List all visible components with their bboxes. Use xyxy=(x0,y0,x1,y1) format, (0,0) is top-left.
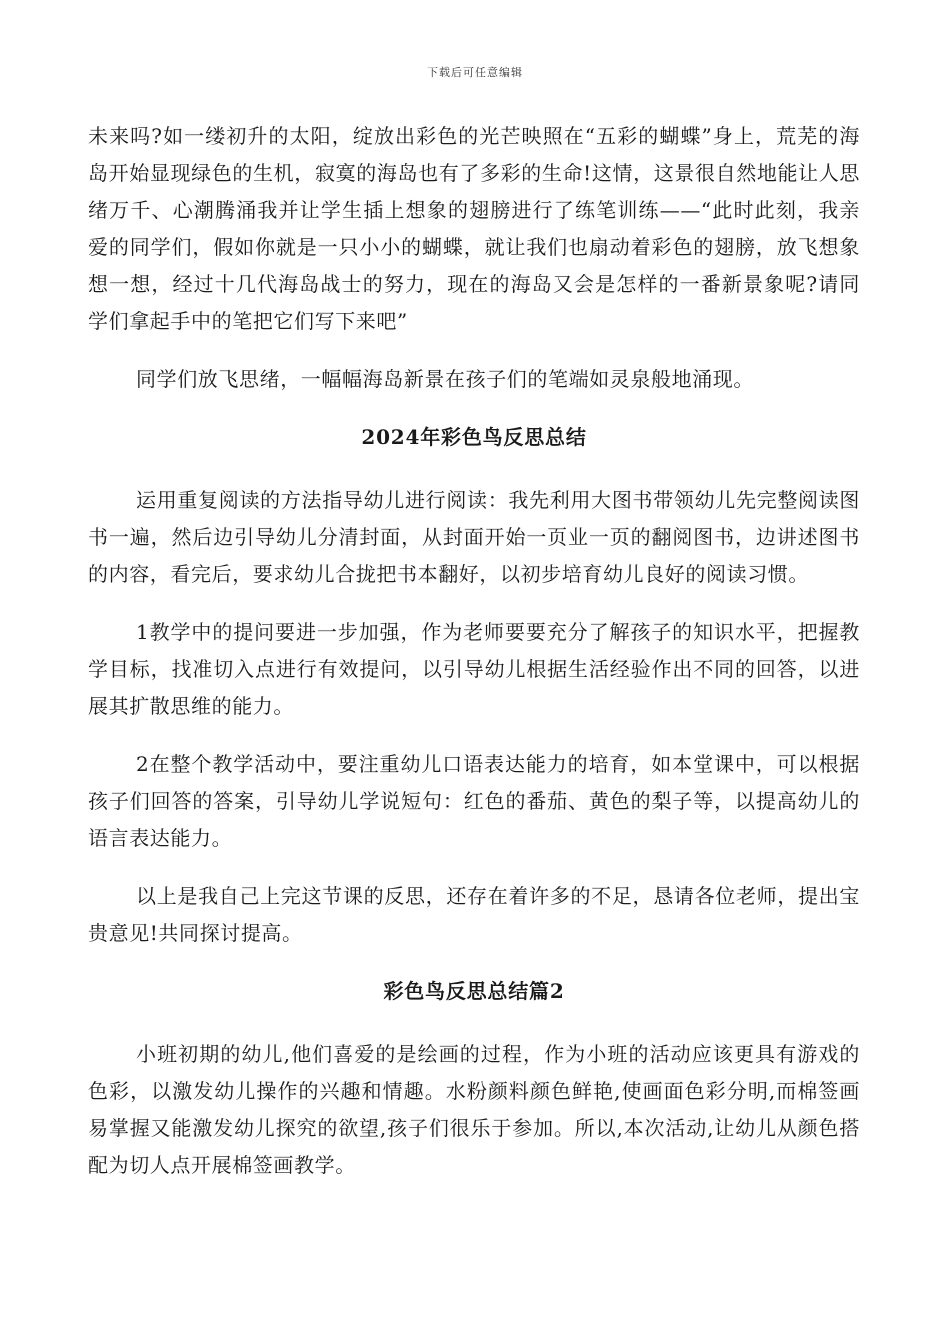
paragraph: 小班初期的幼儿,他们喜爱的是绘画的过程，作为小班的活动应该更具有游戏的色彩，以激发幼儿操作的兴趣和情趣。水粉颜料颜色鲜艳,使画面色彩分明,而棉签画易掌握又能激发幼儿探究的欲望,孩子们很乐于参加。所以,本次活动,让幼儿从颜色搭配为切人点开展棉签画教学。 xyxy=(88,1042,860,1177)
paragraph: 以上是我自己上完这节课的反思，还存在着许多的不足，恳请各位老师，提出宝贵意见!共同探讨提高。 xyxy=(88,884,860,945)
paragraph: 1教学中的提问要进一步加强，作为老师要要充分了解孩子的知识水平，把握教学目标，找准切入点进行有效提问，以引导幼儿根据生活经验作出不同的回答，以进展其扩散思维的能力。 xyxy=(88,620,860,718)
paragraph: 2在整个教学活动中，要注重幼儿口语表达能力的培育，如本堂课中，可以根据孩子们回答的答案，引导幼儿学说短句：红色的番茄、黄色的梨子等，以提高幼儿的语言表达能力。 xyxy=(88,752,860,850)
page-header-note: 下载后可任意编辑 xyxy=(427,66,523,79)
section-heading: 2024年彩色鸟反思总结 xyxy=(361,425,587,449)
paragraph-continuation: 未来吗?如一缕初升的太阳，绽放出彩色的光芒映照在“五彩的蝴蝶”身上，荒芜的海岛开始显现绿色的生机，寂寞的海岛也有了多彩的生命!这情，这景很自然地能让人思绪万千、心潮腾涌我并让学生插上想象的翅膀进行了练笔训练——“此时此刻，我亲爱的同学们，假如你就是一只小小的蝴蝶，就让我们也扇动着彩色的翅膀，放飞想象想一想，经过十几代海岛战士的努力，现在的海岛又会是怎样的一番新景象呢?请同学们拿起手中的笔把它们写下来吧” xyxy=(88,124,860,333)
paragraph: 同学们放飞思绪，一幅幅海岛新景在孩子们的笔端如灵泉般地涌现。 xyxy=(136,367,754,391)
document-body xyxy=(88,118,860,1205)
section-heading: 彩色鸟反思总结篇2 xyxy=(383,979,565,1003)
paragraph: 运用重复阅读的方法指导幼儿进行阅读：我先利用大图书带领幼儿先完整阅读图书一遍，然后边引导幼儿分清封面，从封面开始一页业一页的翻阅图书，边讲述图书的内容，看完后，要求幼儿合拢把书本翻好，以初步培育幼儿良好的阅读习惯。 xyxy=(88,488,860,586)
